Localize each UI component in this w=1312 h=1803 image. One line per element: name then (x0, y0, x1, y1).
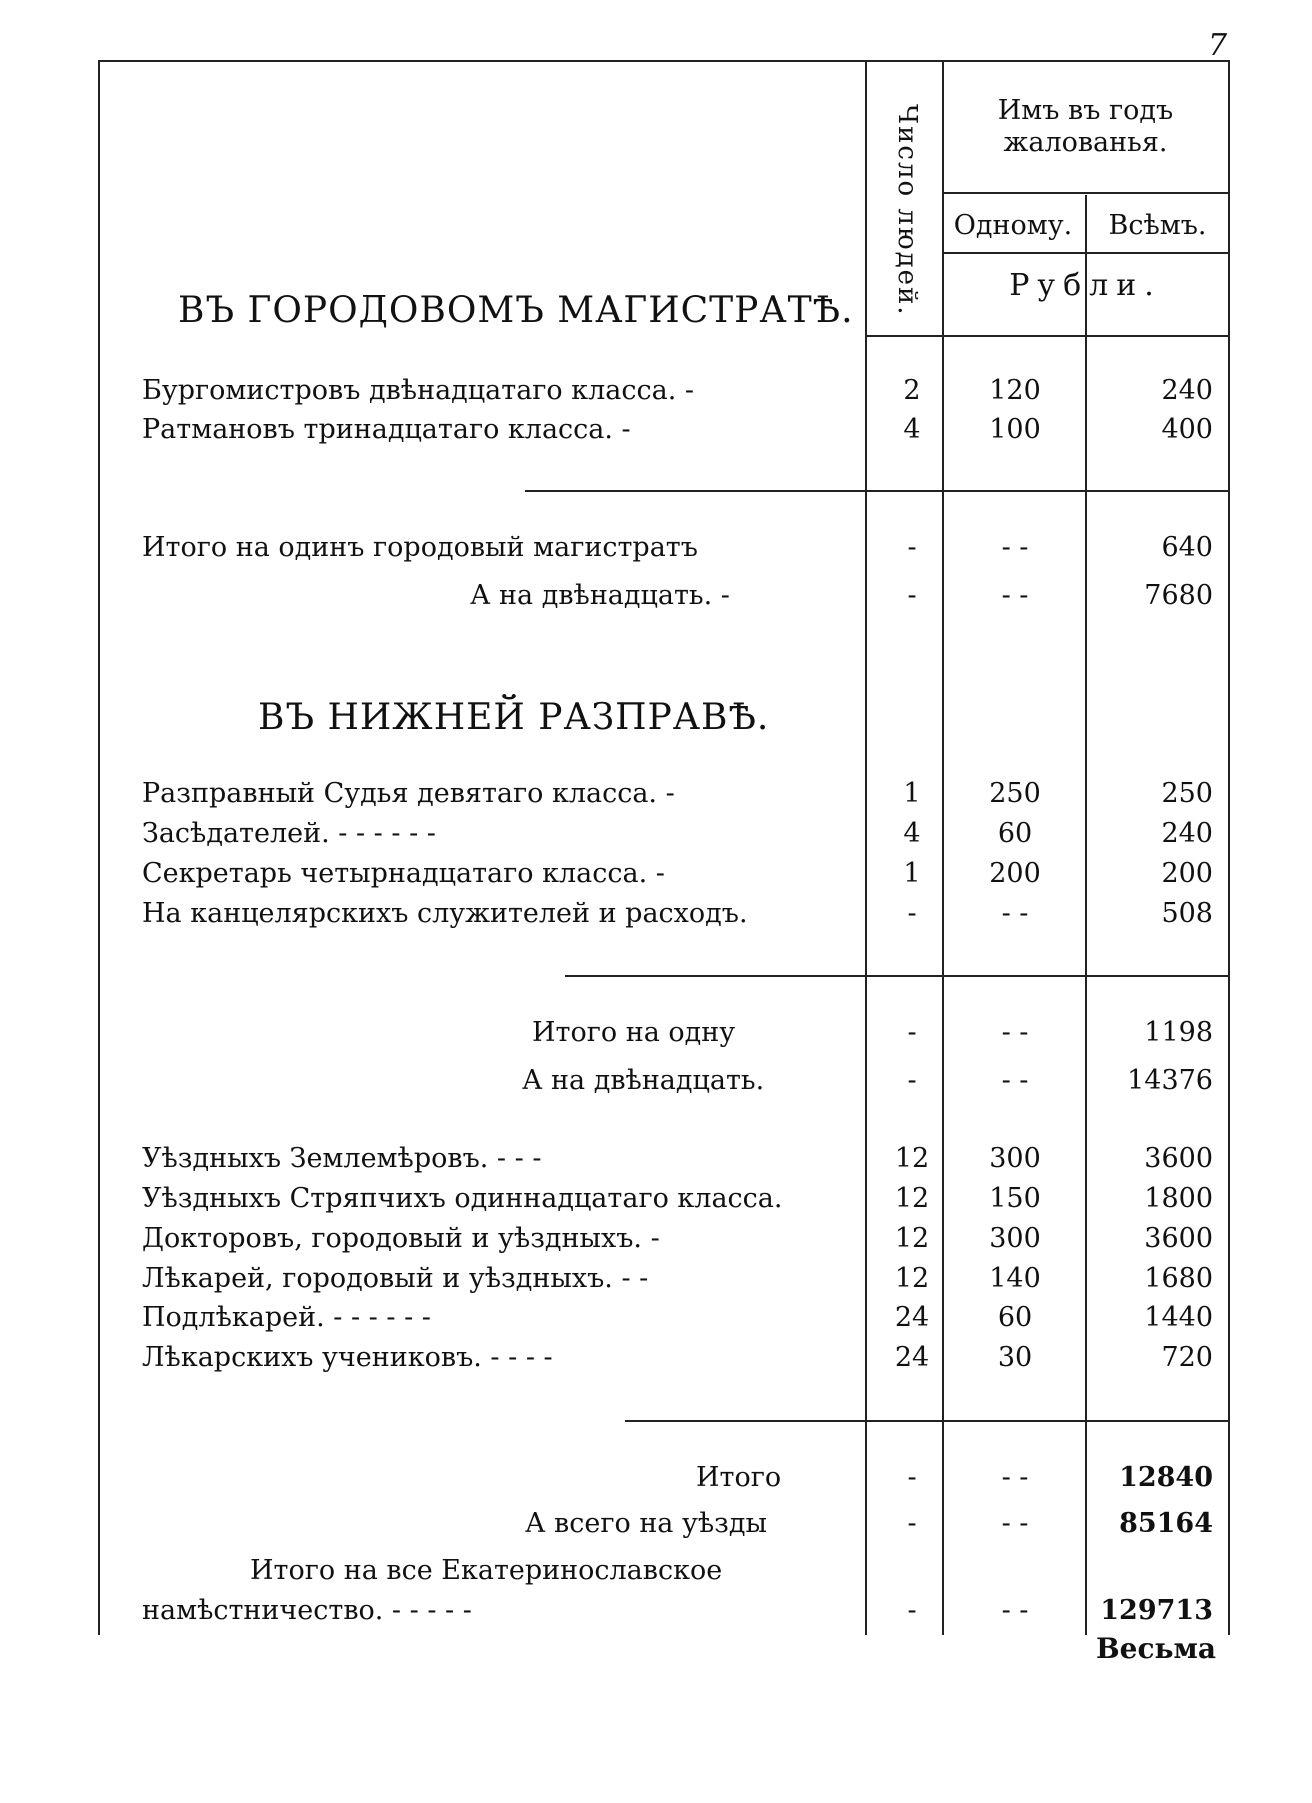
header-rule-1 (942, 192, 1228, 194)
row-count: 1 (903, 778, 921, 809)
page-number: 7 (1208, 28, 1228, 63)
row-count: 24 (894, 1302, 930, 1333)
left-rule (98, 60, 100, 1635)
row-desc: Докторовъ, городовый и уѣздныхъ. - (142, 1223, 660, 1254)
row-each: 60 (997, 1302, 1033, 1333)
row-count: 4 (903, 818, 921, 849)
subtotal-total: 7680 (1144, 580, 1213, 611)
row-total: 1800 (1144, 1183, 1213, 1214)
row-each: - - (1001, 898, 1029, 929)
row-each: 140 (989, 1263, 1041, 1294)
row-total: 240 (1161, 818, 1213, 849)
header-unit: Рубли. (1009, 268, 1162, 303)
header-rule-2 (942, 252, 1228, 254)
subtotal-each: - - (1001, 1462, 1029, 1493)
header-salary-title: Имъ въ годъ жалованья. (997, 95, 1174, 158)
subtotal-total: 85164 (1119, 1508, 1213, 1539)
row-each: 150 (989, 1183, 1041, 1214)
subtotal-total: 1198 (1144, 1017, 1213, 1048)
subtotal-each: - - (1001, 532, 1029, 563)
row-each: 300 (989, 1143, 1041, 1174)
grand-total-count: - (907, 1595, 917, 1626)
row-each: 100 (989, 414, 1041, 445)
row-desc: Уѣздныхъ Землемѣровъ. - - - (142, 1143, 542, 1174)
row-desc: Уѣздныхъ Стряпчихъ одиннадцатаго класса. (142, 1183, 783, 1214)
grand-total-each: - - (1001, 1595, 1029, 1626)
subtotal-desc: Итого на одну (532, 1017, 736, 1048)
section-title-lower-court: ВЪ НИЖНЕЙ РАЗПРАВѢ. (258, 697, 770, 738)
row-desc: Лѣкарей, городовый и уѣздныхъ. - - (142, 1263, 649, 1294)
row-total: 508 (1161, 898, 1213, 929)
row-each: 300 (989, 1223, 1041, 1254)
catchword: Весьма (1096, 1632, 1216, 1665)
header-people-count: Число людей. (892, 103, 922, 317)
subtotal-rule (565, 975, 1230, 977)
header-rule-3 (865, 335, 1228, 337)
row-count: 12 (894, 1263, 930, 1294)
grand-total-line1: Итого на все Екатеринославское (250, 1555, 723, 1586)
subtotal-count: - (907, 1065, 917, 1096)
row-desc: Бургомистровъ двѣнадцатаго класса. - (142, 375, 695, 406)
subtotal-rule (625, 1420, 1230, 1422)
row-total: 250 (1161, 778, 1213, 809)
subtotal-count: - (907, 1017, 917, 1048)
row-total: 720 (1161, 1342, 1213, 1373)
subtotal-each: - - (1001, 1017, 1029, 1048)
row-each: 120 (989, 375, 1041, 406)
row-count: 12 (894, 1183, 930, 1214)
row-total: 1680 (1144, 1263, 1213, 1294)
grand-total-value: 129713 (1100, 1595, 1213, 1626)
row-count: 12 (894, 1143, 930, 1174)
subtotal-count: - (907, 532, 917, 563)
row-desc: Засѣдателей. - - - - - - (142, 818, 436, 849)
row-desc: На канцелярскихъ служителей и расходъ. (142, 898, 748, 929)
subtotal-each: - - (1001, 1508, 1029, 1539)
row-count: 24 (894, 1342, 930, 1373)
row-each: 60 (997, 818, 1033, 849)
subtotal-desc: А всего на уѣзды (525, 1508, 767, 1539)
subtotal-each: - - (1001, 1065, 1029, 1096)
row-total: 3600 (1144, 1223, 1213, 1254)
subtotal-desc: А на двѣнадцать. - (470, 580, 730, 611)
header-per-person: Одному. (953, 210, 1073, 241)
subtotal-desc: Итого на одинъ городовый магистратъ (142, 532, 698, 563)
row-desc: Секретарь четырнадцатаго класса. - (142, 858, 665, 889)
row-each: 200 (989, 858, 1041, 889)
subtotal-rule (525, 490, 1230, 492)
row-each: 30 (997, 1342, 1033, 1373)
row-desc: Ратмановъ тринадцатаго класса. - (142, 414, 631, 445)
row-desc: Разправный Судья девятаго класса. - (142, 778, 675, 809)
subtotal-total: 12840 (1119, 1462, 1213, 1493)
subtotal-total: 640 (1161, 532, 1213, 563)
row-total: 1440 (1144, 1302, 1213, 1333)
subtotal-desc: А на двѣнадцать. (522, 1065, 765, 1096)
header-total: Всѣмъ. (1108, 210, 1207, 241)
col-rule-1 (865, 60, 867, 1635)
row-total: 240 (1161, 375, 1213, 406)
row-each: 250 (989, 778, 1041, 809)
subtotal-each: - - (1001, 580, 1029, 611)
row-count: 12 (894, 1223, 930, 1254)
subtotal-total: 14376 (1127, 1065, 1213, 1096)
grand-total-line2: намѣстничество. - - - - - (142, 1595, 472, 1626)
row-total: 200 (1161, 858, 1213, 889)
subtotal-count: - (907, 1462, 917, 1493)
row-total: 400 (1161, 414, 1213, 445)
subtotal-count: - (907, 580, 917, 611)
section-title-magistrate: ВЪ ГОРОДОВОМЪ МАГИСТРАТѢ. (178, 290, 854, 331)
col-rule-3 (1085, 195, 1087, 1635)
top-rule (100, 60, 1230, 62)
subtotal-desc: Итого (696, 1462, 782, 1493)
row-count: - (907, 898, 917, 929)
subtotal-count: - (907, 1508, 917, 1539)
right-rule (1228, 60, 1230, 1635)
row-desc: Подлѣкарей. - - - - - - (142, 1302, 431, 1333)
row-total: 3600 (1144, 1143, 1213, 1174)
row-count: 1 (903, 858, 921, 889)
row-count: 2 (903, 375, 921, 406)
row-desc: Лѣкарскихъ учениковъ. - - - - (142, 1342, 553, 1373)
row-count: 4 (903, 414, 921, 445)
